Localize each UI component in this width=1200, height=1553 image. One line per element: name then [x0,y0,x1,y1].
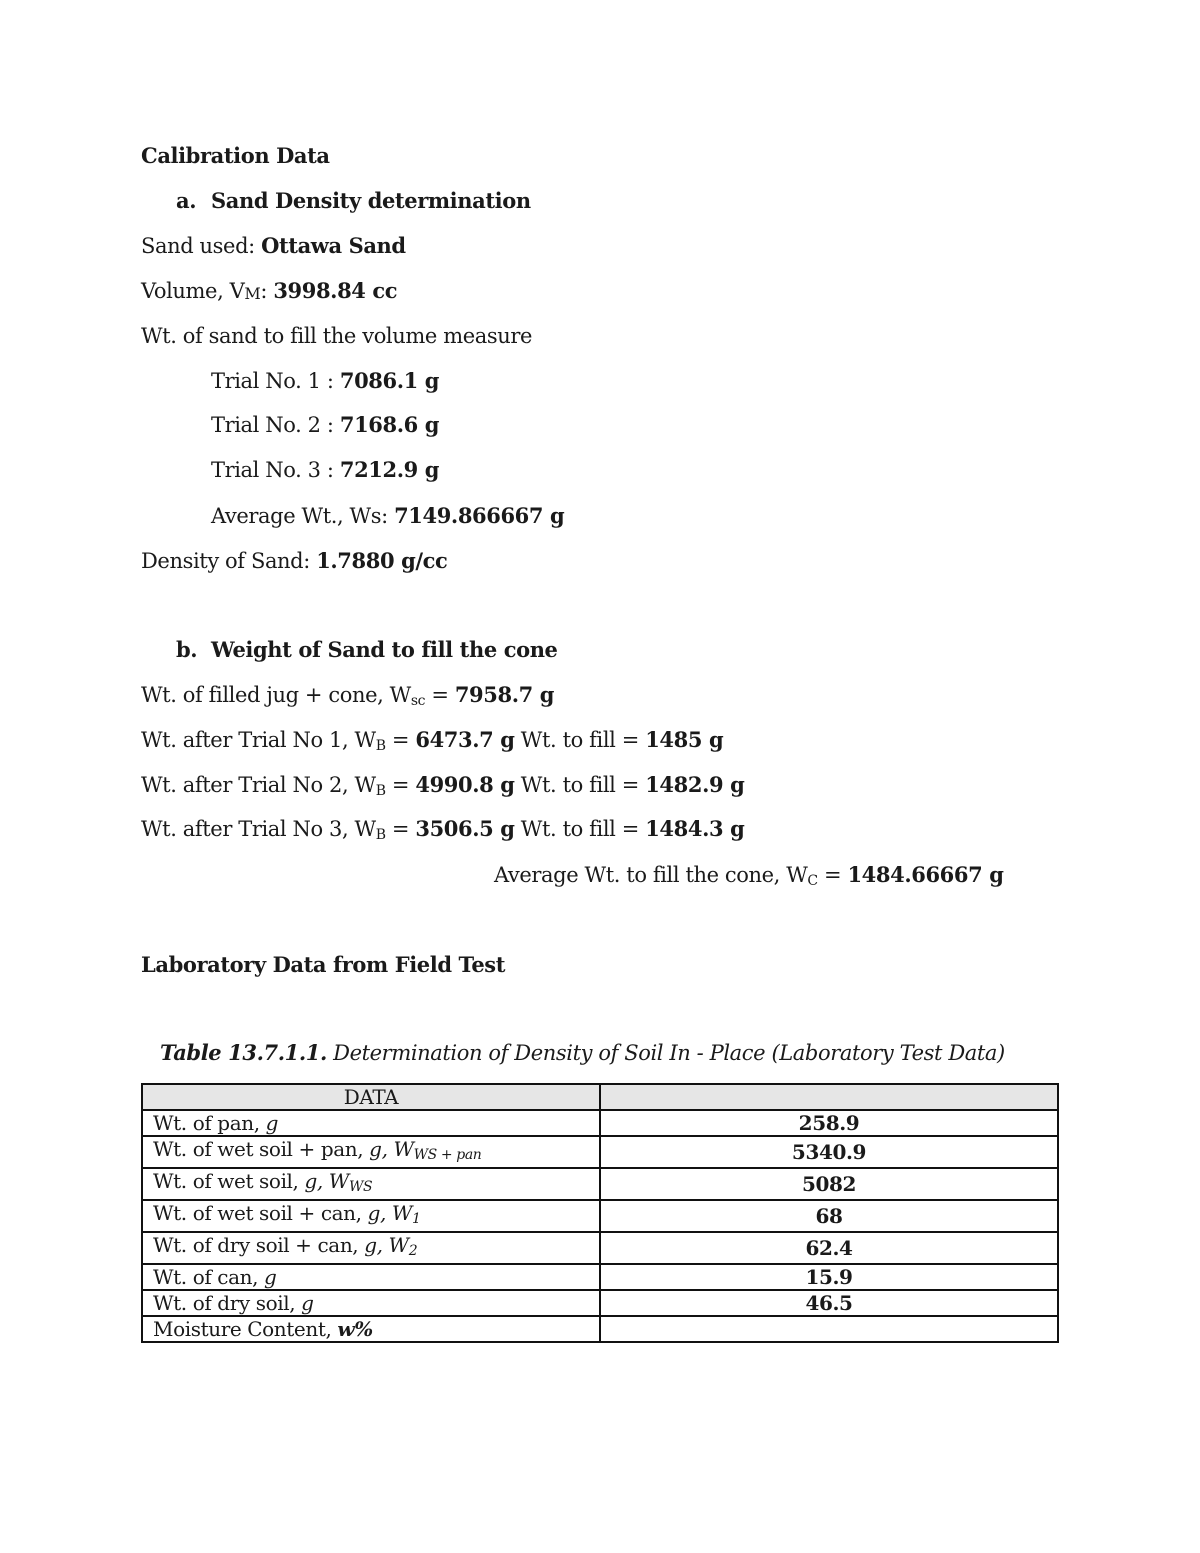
table-row [142,1136,1058,1168]
row-value: 68 [600,1200,1058,1232]
average-line [211,503,564,529]
cone-trial-line-1 [141,727,723,759]
table-row [142,1168,1058,1200]
cone-fill-label: Wt. to fill = [514,817,646,841]
table-header-value [600,1084,1058,1110]
cone-trial-eq: = [385,728,416,752]
row-label: Wt. of wet soil, [153,1169,305,1193]
row-symbol: , W [381,1137,414,1161]
row-unit: g [301,1291,314,1315]
table-row [142,1316,1058,1342]
cone-trial-line-3 [141,816,744,848]
sand-used-label: Sand used: [141,234,262,258]
cone-fill-value: 1485 g [645,727,724,752]
row-label: Wt. of dry soil + can, [153,1233,365,1257]
cone-average-line [494,862,1003,894]
row-symbol-subscript: 1 [412,1211,421,1227]
sand-used-value: Ottawa Sand [261,233,406,258]
row-label-cell [142,1136,600,1168]
trial-line-1 [211,368,439,394]
lab-data-table [141,1083,1059,1343]
row-label: Moisture Content, [153,1317,338,1341]
volume-line [141,278,397,307]
row-label: Wt. of wet soil + pan, [153,1137,370,1161]
sand-used-line [141,233,406,259]
cone-fill-label: Wt. to fill = [514,728,646,752]
row-value [600,1316,1058,1342]
table-header-row [142,1084,1058,1110]
trial-line-3 [211,457,439,483]
cone-average-value: 1484.66667 g [847,862,1004,887]
row-label-cell [142,1168,600,1200]
cone-trial-value: 4990.8 g [415,772,515,797]
cone-trial-label: Wt. after Trial No 3, W [141,817,376,841]
table-row [142,1232,1058,1264]
trial-label: Trial No. 1 : [211,369,340,393]
cone-trial-eq: = [385,773,416,797]
cone-trial-value: 3506.5 g [415,816,515,841]
row-unit: g [304,1169,317,1193]
cone-average-label: Average Wt. to fill the cone, W [494,863,808,887]
row-unit: g [265,1111,279,1135]
section-a-marker: a. [176,188,197,213]
row-symbol: w% [337,1317,373,1341]
cone-trial-eq: = [385,817,416,841]
trial-value: 7086.1 g [339,368,440,393]
cone-trial-label: Wt. after Trial No 2, W [141,773,376,797]
row-value: 5082 [600,1168,1058,1200]
table-caption-number: Table 13.7.1.1. [160,1040,327,1065]
density-value: 1.7880 g/cc [316,548,448,573]
cone-fill-value: 1484.3 g [645,816,745,841]
average-label: Average Wt., Ws: [211,504,395,528]
cone-trial-label: Wt. after Trial No 1, W [141,728,376,752]
lab-heading: Laboratory Data from Field Test [141,952,506,977]
row-value: 46.5 [600,1290,1058,1316]
jug-label: Wt. of filled jug + cone, W [141,683,411,707]
row-symbol: , W [316,1169,349,1193]
section-a-title: Sand Density determination [211,188,531,213]
volume-separator: : [260,279,274,303]
row-unit: g [367,1201,380,1225]
row-label: Wt. of pan, [153,1111,266,1135]
row-label-cell [142,1200,600,1232]
cone-average-eq: = [817,863,848,887]
density-line [141,548,447,574]
row-label: Wt. of can, [153,1265,265,1289]
section-b-title: Weight of Sand to fill the cone [211,637,558,662]
table-row [142,1200,1058,1232]
cone-fill-label: Wt. to fill = [514,773,646,797]
row-symbol: , W [379,1201,413,1225]
row-unit: g [369,1137,382,1161]
row-symbol-subscript: WS + pan [413,1147,482,1163]
row-label-cell [142,1290,600,1316]
row-unit: g [264,1265,277,1289]
row-label: Wt. of wet soil + can, [153,1201,368,1225]
row-label-cell [142,1232,600,1264]
row-value: 258.9 [600,1110,1058,1136]
table-row [142,1290,1058,1316]
volume-label: Volume, V [141,279,245,303]
trial-label: Trial No. 3 : [211,458,340,482]
table-row [142,1110,1058,1136]
cone-average-subscript: C [807,873,818,889]
table-caption [160,1040,1005,1065]
cone-trial-subscript: B [375,738,386,754]
jug-subscript: sc [410,693,426,709]
trial-label: Trial No. 2 : [211,413,340,437]
table-caption-text: Determination of Density of Soil In - Place (Laboratory Test Data) [326,1041,1005,1065]
cone-trial-subscript: B [375,827,386,843]
calibration-heading: Calibration Data [141,143,330,168]
row-symbol-subscript: WS [348,1179,373,1195]
cone-trial-line-2 [141,772,744,804]
table-header-data: DATA [142,1084,600,1110]
average-value: 7149.866667 g [394,503,565,528]
row-value: 5340.9 [600,1136,1058,1168]
row-label: Wt. of dry soil, [153,1291,302,1315]
trial-line-2 [211,412,439,438]
wt-fill-label: Wt. of sand to fill the volume measure [141,324,533,348]
row-label-cell [142,1316,600,1342]
jug-line [141,682,554,714]
trial-value: 7168.6 g [339,412,440,437]
cone-fill-value: 1482.9 g [645,772,745,797]
cone-trial-subscript: B [375,783,386,799]
table-row [142,1264,1058,1290]
row-label-cell [142,1110,600,1136]
row-label-cell [142,1264,600,1290]
row-symbol: , W [376,1233,409,1257]
volume-value: 3998.84 cc [273,278,398,303]
volume-subscript: M [244,284,261,303]
jug-eq: = [425,683,455,707]
row-value: 15.9 [600,1264,1058,1290]
section-b-marker: b. [176,637,198,662]
jug-value: 7958.7 g [454,682,555,707]
row-value: 62.4 [600,1232,1058,1264]
row-symbol-subscript: 2 [408,1243,418,1259]
row-unit: g [364,1233,377,1257]
cone-trial-value: 6473.7 g [415,727,515,752]
trial-value: 7212.9 g [339,457,440,482]
density-label: Density of Sand: [141,549,317,573]
